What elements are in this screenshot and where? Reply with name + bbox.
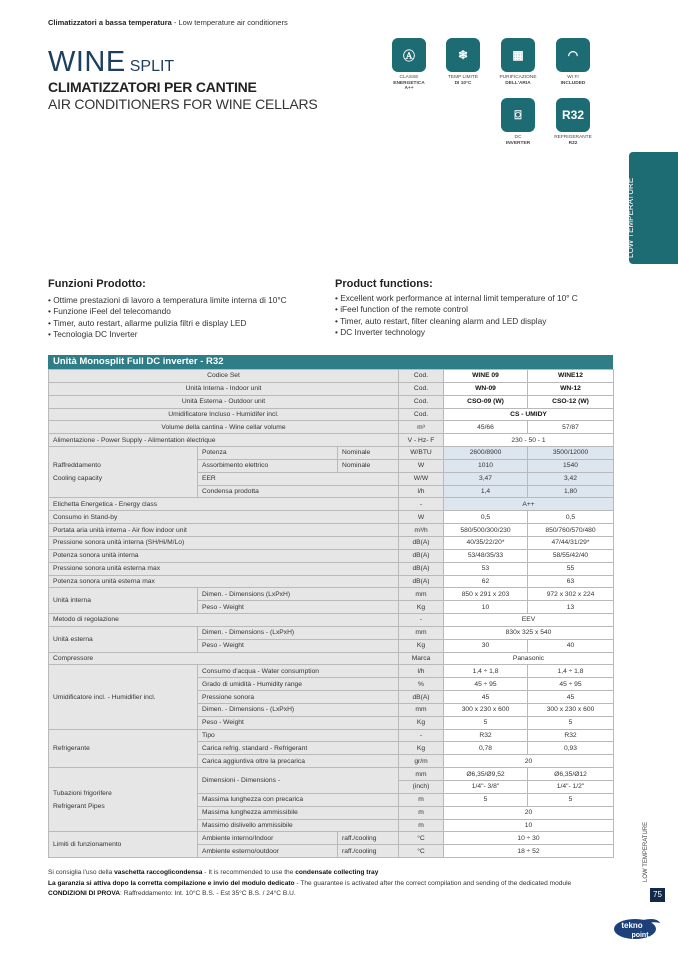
value-cell: 230 - 50 - 1 xyxy=(444,434,614,447)
spec-table xyxy=(48,355,613,858)
section-header: Climatizzatori a bassa temperatura - Low temperature air conditioners xyxy=(48,18,288,27)
row-label: raff./cooling xyxy=(338,845,399,858)
value-cell: A++ xyxy=(444,498,614,511)
row-label: Peso - Weight xyxy=(198,601,399,614)
value-cell: 5 xyxy=(528,793,614,806)
table-row xyxy=(49,395,614,408)
row-label: Dimen. - Dimensions - (LxPxH) xyxy=(198,626,399,639)
value-cell: 1,4 ÷ 1,8 xyxy=(528,665,614,678)
table-row xyxy=(49,408,614,421)
unit-cell: m xyxy=(399,793,444,806)
table-row xyxy=(49,447,614,460)
value-cell: 850/760/570/480 xyxy=(528,524,614,537)
row-label: Umidificatore Incluso - Humidifer incl. xyxy=(49,408,399,421)
table-row xyxy=(49,382,614,395)
row-label: Peso - Weight xyxy=(198,639,399,652)
function-item: • iFeel function of the remote control xyxy=(335,304,578,315)
value-cell: 1/4"- 3/8" xyxy=(444,781,528,794)
unit-cell: mm xyxy=(399,768,444,781)
value-cell: 45 xyxy=(528,691,614,704)
function-item: • DC Inverter technology xyxy=(335,327,578,338)
unit-cell: gr/m xyxy=(399,755,444,768)
function-item: • Excellent work performance at internal limit temperature of 10° C xyxy=(335,293,578,304)
snowflake-icon: ❄ xyxy=(446,38,480,72)
unit-cell: m xyxy=(399,806,444,819)
table-row xyxy=(49,832,614,845)
r32-icon: R32 xyxy=(556,98,590,132)
unit-cell: mm xyxy=(399,626,444,639)
value-cell: 45/66 xyxy=(444,421,528,434)
value-cell: 300 x 230 x 600 xyxy=(528,703,614,716)
value-cell: WN-09 xyxy=(444,382,528,395)
value-cell: R32 xyxy=(444,729,528,742)
table-row xyxy=(49,652,614,665)
unit-cell: dB(A) xyxy=(399,562,444,575)
value-cell: 5 xyxy=(444,793,528,806)
row-label: Massima lunghezza con precarica xyxy=(198,793,399,806)
table-row xyxy=(49,626,614,639)
unit-cell: mm xyxy=(399,703,444,716)
subtitle-en: AIR CONDITIONERS FOR WINE CELLARS xyxy=(48,96,318,112)
feature-r32: R32 REFRIGERANTE R32 xyxy=(553,98,593,146)
value-cell: CSO-12 (W) xyxy=(528,395,614,408)
dc-inverter-icon: ⌼ xyxy=(501,98,535,132)
row-label: Tipo xyxy=(198,729,399,742)
row-label: Tubazioni frigorifere Refrigerant Pipes xyxy=(49,768,198,832)
row-label: Unità esterna xyxy=(49,626,198,652)
page-number: 75 xyxy=(650,888,665,902)
value-cell: 40 xyxy=(528,639,614,652)
value-cell: CSO-09 (W) xyxy=(444,395,528,408)
svg-text:point: point xyxy=(631,932,649,939)
unit-cell: (inch) xyxy=(399,781,444,794)
row-label: Ambiente esterno/outdoor xyxy=(198,845,338,858)
value-cell: WINE12 xyxy=(528,370,614,383)
function-item: • Ottime prestazioni di lavoro a temperatura limite interna di 10°C xyxy=(48,295,287,306)
row-label: Massimo dislivello ammissibile xyxy=(198,819,399,832)
value-cell: 30 xyxy=(444,639,528,652)
value-cell: 58/55/42/40 xyxy=(528,549,614,562)
row-label: Dimensioni - Dimensions - xyxy=(198,768,399,794)
function-item: • Tecnologia DC Inverter xyxy=(48,329,287,340)
tekno-point-logo xyxy=(613,917,661,941)
value-cell: 3,47 xyxy=(444,472,528,485)
value-cell: EEV xyxy=(444,614,614,627)
unit-cell: l/h xyxy=(399,485,444,498)
value-cell: 0,93 xyxy=(528,742,614,755)
value-cell: 62 xyxy=(444,575,528,588)
subtitle-it: CLIMATIZZATORI PER CANTINE xyxy=(48,79,257,95)
value-cell: 972 x 302 x 224 xyxy=(528,588,614,601)
value-cell: Panasonic xyxy=(444,652,614,665)
value-cell: 850 x 291 x 203 xyxy=(444,588,528,601)
row-label: Grado di umidità - Humidity range xyxy=(198,678,399,691)
value-cell: 13 xyxy=(528,601,614,614)
feature-air-filter: ▦ PURIFICAZIONE DELL'ARIA xyxy=(498,38,538,86)
note-guarantee: La garanzia si attiva dopo la corretta compilazione e invio del modulo dedicato - The guarantee is activated after the correct compilation and sending of the dedicated module xyxy=(48,879,572,887)
spec-table-title: Unità Monosplit Full DC inverter - R32 xyxy=(48,355,613,369)
table-row xyxy=(49,536,614,549)
row-label: Potenza xyxy=(198,447,338,460)
value-cell: 0,5 xyxy=(444,511,528,524)
value-cell: 5 xyxy=(528,716,614,729)
section-side-tab: BASSA TEMPERATURA LOW TEMPERATURE xyxy=(629,152,678,264)
row-label: Umidificatore incl. - Humidifier incl. xyxy=(49,665,198,729)
row-label: Unità Esterna - Outdoor unit xyxy=(49,395,399,408)
value-cell: 2600/8900 xyxy=(444,447,528,460)
unit-cell: - xyxy=(399,614,444,627)
unit-cell: W xyxy=(399,511,444,524)
feature-energy-class: Ⓐ CLASSE ENERGETICA A++ xyxy=(389,38,429,92)
value-cell: 580/500/300/230 xyxy=(444,524,528,537)
side-label: LOW TEMPERATURE xyxy=(643,821,649,882)
value-cell: 53/48/35/33 xyxy=(444,549,528,562)
svg-text:tekno: tekno xyxy=(621,921,643,930)
row-label: Compressore xyxy=(49,652,399,665)
table-row xyxy=(49,421,614,434)
value-cell: 10 ÷ 30 xyxy=(444,832,614,845)
value-cell: WN-12 xyxy=(528,382,614,395)
value-cell: 10 xyxy=(444,819,614,832)
row-label: Assorbimento elettrico xyxy=(198,459,338,472)
value-cell: 1,4 xyxy=(444,485,528,498)
footnotes xyxy=(48,868,571,900)
table-row xyxy=(49,768,614,781)
row-label: Raffreddamento Cooling capacity xyxy=(49,447,198,498)
value-cell: 5 xyxy=(444,716,528,729)
note-test-conditions: CONDIZIONI DI PROVA: Raffreddamento: Int. 10°C B.S. - Est 35°C B.S. / 24°C B.U. xyxy=(48,890,296,897)
functions-en: Product functions: • Excellent work performance at internal limit temperature of 10° C • iFeel function of the remote control • Timer, auto restart, filter cleaning alarm and LED display • DC Inverter technology xyxy=(335,278,578,338)
unit-cell: Marca xyxy=(399,652,444,665)
function-item: • Funzione iFeel del telecomando xyxy=(48,306,287,317)
row-label: Ambiente interno/Indoor xyxy=(198,832,338,845)
table-row xyxy=(49,562,614,575)
value-cell: Ø6,35/Ø9,52 xyxy=(444,768,528,781)
unit-cell: dB(A) xyxy=(399,691,444,704)
feature-dc-inverter: ⌼ DC INVERTER xyxy=(498,98,538,146)
value-cell: R32 xyxy=(528,729,614,742)
unit-cell: Cod. xyxy=(399,408,444,421)
function-item: • Timer, auto restart, allarme pulizia filtri e display LED xyxy=(48,318,287,329)
table-row xyxy=(49,524,614,537)
row-label: Limiti di funzionamento xyxy=(49,832,198,858)
unit-cell: Kg xyxy=(399,742,444,755)
row-label: Codice Set xyxy=(49,370,399,383)
unit-cell: W/W xyxy=(399,472,444,485)
row-label: Unità Interna - Indoor unit xyxy=(49,382,399,395)
air-filter-icon: ▦ xyxy=(501,38,535,72)
unit-cell: Cod. xyxy=(399,382,444,395)
row-label: Unità interna xyxy=(49,588,198,614)
value-cell: 10 xyxy=(444,601,528,614)
unit-cell: Kg xyxy=(399,639,444,652)
table-row xyxy=(49,434,614,447)
row-label: Refrigerante xyxy=(49,729,198,768)
table-row xyxy=(49,729,614,742)
value-cell: 0,5 xyxy=(528,511,614,524)
value-cell: 1010 xyxy=(444,459,528,472)
row-label: Pressione sonora xyxy=(198,691,399,704)
feature-snowflake: ❄ TEMP LIMITE DI 10°C xyxy=(443,38,483,86)
value-cell: 55 xyxy=(528,562,614,575)
value-cell: 47/44/31/29* xyxy=(528,536,614,549)
row-label: Peso - Weight xyxy=(198,716,399,729)
table-row xyxy=(49,665,614,678)
value-cell: Ø6,35/Ø12 xyxy=(528,768,614,781)
row-label: Massima lunghezza ammissibile xyxy=(198,806,399,819)
unit-cell: dB(A) xyxy=(399,549,444,562)
unit-cell: m³/h xyxy=(399,524,444,537)
unit-cell: mm xyxy=(399,588,444,601)
table-row xyxy=(49,498,614,511)
unit-cell: % xyxy=(399,678,444,691)
value-cell: 300 x 230 x 600 xyxy=(444,703,528,716)
unit-cell: W xyxy=(399,459,444,472)
row-label: Portata aria unità interna - Air flow indoor unit xyxy=(49,524,399,537)
table-row xyxy=(49,370,614,383)
value-cell: 20 xyxy=(444,806,614,819)
value-cell: 63 xyxy=(528,575,614,588)
row-label: Potenza sonora unità interna xyxy=(49,549,399,562)
row-label: EER xyxy=(198,472,399,485)
row-label: Nominale xyxy=(338,447,399,460)
function-item: • Timer, auto restart, filter cleaning alarm and LED display xyxy=(335,316,578,327)
row-label: Metodo di regolazione xyxy=(49,614,399,627)
unit-cell: Kg xyxy=(399,601,444,614)
value-cell: 1,4 ÷ 1,8 xyxy=(444,665,528,678)
unit-cell: Cod. xyxy=(399,370,444,383)
functions-it: Funzioni Prodotto: • Ottime prestazioni di lavoro a temperatura limite interna di 10°C • Funzione iFeel del telecomando • Timer, auto restart, allarme pulizia filtri e display LED • Tecnologia DC Inverter xyxy=(48,278,287,340)
row-label: Consumo in Stand-by xyxy=(49,511,399,524)
table-row xyxy=(49,575,614,588)
value-cell: 57/87 xyxy=(528,421,614,434)
wifi-icon: ◠ xyxy=(556,38,590,72)
value-cell: 1540 xyxy=(528,459,614,472)
unit-cell: - xyxy=(399,729,444,742)
unit-cell: °C xyxy=(399,832,444,845)
value-cell: 45 ÷ 95 xyxy=(444,678,528,691)
value-cell: WINE 09 xyxy=(444,370,528,383)
row-label: Nominale xyxy=(338,459,399,472)
value-cell: 45 xyxy=(444,691,528,704)
row-label: Alimentazione - Power Supply - Alimentation électrique xyxy=(49,434,399,447)
value-cell: 20 xyxy=(444,755,614,768)
table-row xyxy=(49,511,614,524)
row-label: Potenza sonora unità esterna max xyxy=(49,575,399,588)
unit-cell: W/BTU xyxy=(399,447,444,460)
row-label: Carica refrig. standard - Refrigerant xyxy=(198,742,399,755)
value-cell: 3500/12000 xyxy=(528,447,614,460)
value-cell: 1/4"- 1/2" xyxy=(528,781,614,794)
row-label: Etichetta Energetica - Energy class xyxy=(49,498,399,511)
row-label: Condensa prodotta xyxy=(198,485,399,498)
value-cell: 830x 325 x 540 xyxy=(444,626,614,639)
wine-split-logo: WINE SPLIT xyxy=(48,46,175,78)
value-cell: 1,80 xyxy=(528,485,614,498)
value-cell: 3,42 xyxy=(528,472,614,485)
row-label: raff./cooling xyxy=(338,832,399,845)
note-condensate: Si consiglia l'uso della vaschetta raccoglicondensa - It is recommended to use the condensate collecting tray xyxy=(48,869,379,876)
row-label: Dimen. - Dimensions - (LxPxH) xyxy=(198,703,399,716)
row-label: Volume della cantina - Wine cellar volume xyxy=(49,421,399,434)
unit-cell: °C xyxy=(399,845,444,858)
unit-cell: - xyxy=(399,498,444,511)
unit-cell: l/h xyxy=(399,665,444,678)
row-label: Dimen. - Dimensions (LxPxH) xyxy=(198,588,399,601)
unit-cell: dB(A) xyxy=(399,575,444,588)
unit-cell: m³ xyxy=(399,421,444,434)
unit-cell: Cod. xyxy=(399,395,444,408)
unit-cell: V - Hz- F xyxy=(399,434,444,447)
table-row xyxy=(49,614,614,627)
value-cell: 18 ÷ 52 xyxy=(444,845,614,858)
table-row xyxy=(49,549,614,562)
row-label: Pressione sonora unità interna (SH/Hi/M/Lo) xyxy=(49,536,399,549)
value-cell: CS - UMIDY xyxy=(444,408,614,421)
value-cell: 53 xyxy=(444,562,528,575)
table-row xyxy=(49,588,614,601)
row-label: Pressione sonora unità esterna max xyxy=(49,562,399,575)
value-cell: 0,78 xyxy=(444,742,528,755)
unit-cell: Kg xyxy=(399,716,444,729)
unit-cell: m xyxy=(399,819,444,832)
value-cell: 40/35/22/20* xyxy=(444,536,528,549)
energy-class-icon: Ⓐ xyxy=(392,38,426,72)
row-label: Consumo d'acqua - Water consumption xyxy=(198,665,399,678)
unit-cell: dB(A) xyxy=(399,536,444,549)
value-cell: 45 ÷ 95 xyxy=(528,678,614,691)
row-label: Carica aggiuntiva oltre la precarica xyxy=(198,755,399,768)
feature-wifi: ◠ WI FI INCLUDED xyxy=(553,38,593,86)
